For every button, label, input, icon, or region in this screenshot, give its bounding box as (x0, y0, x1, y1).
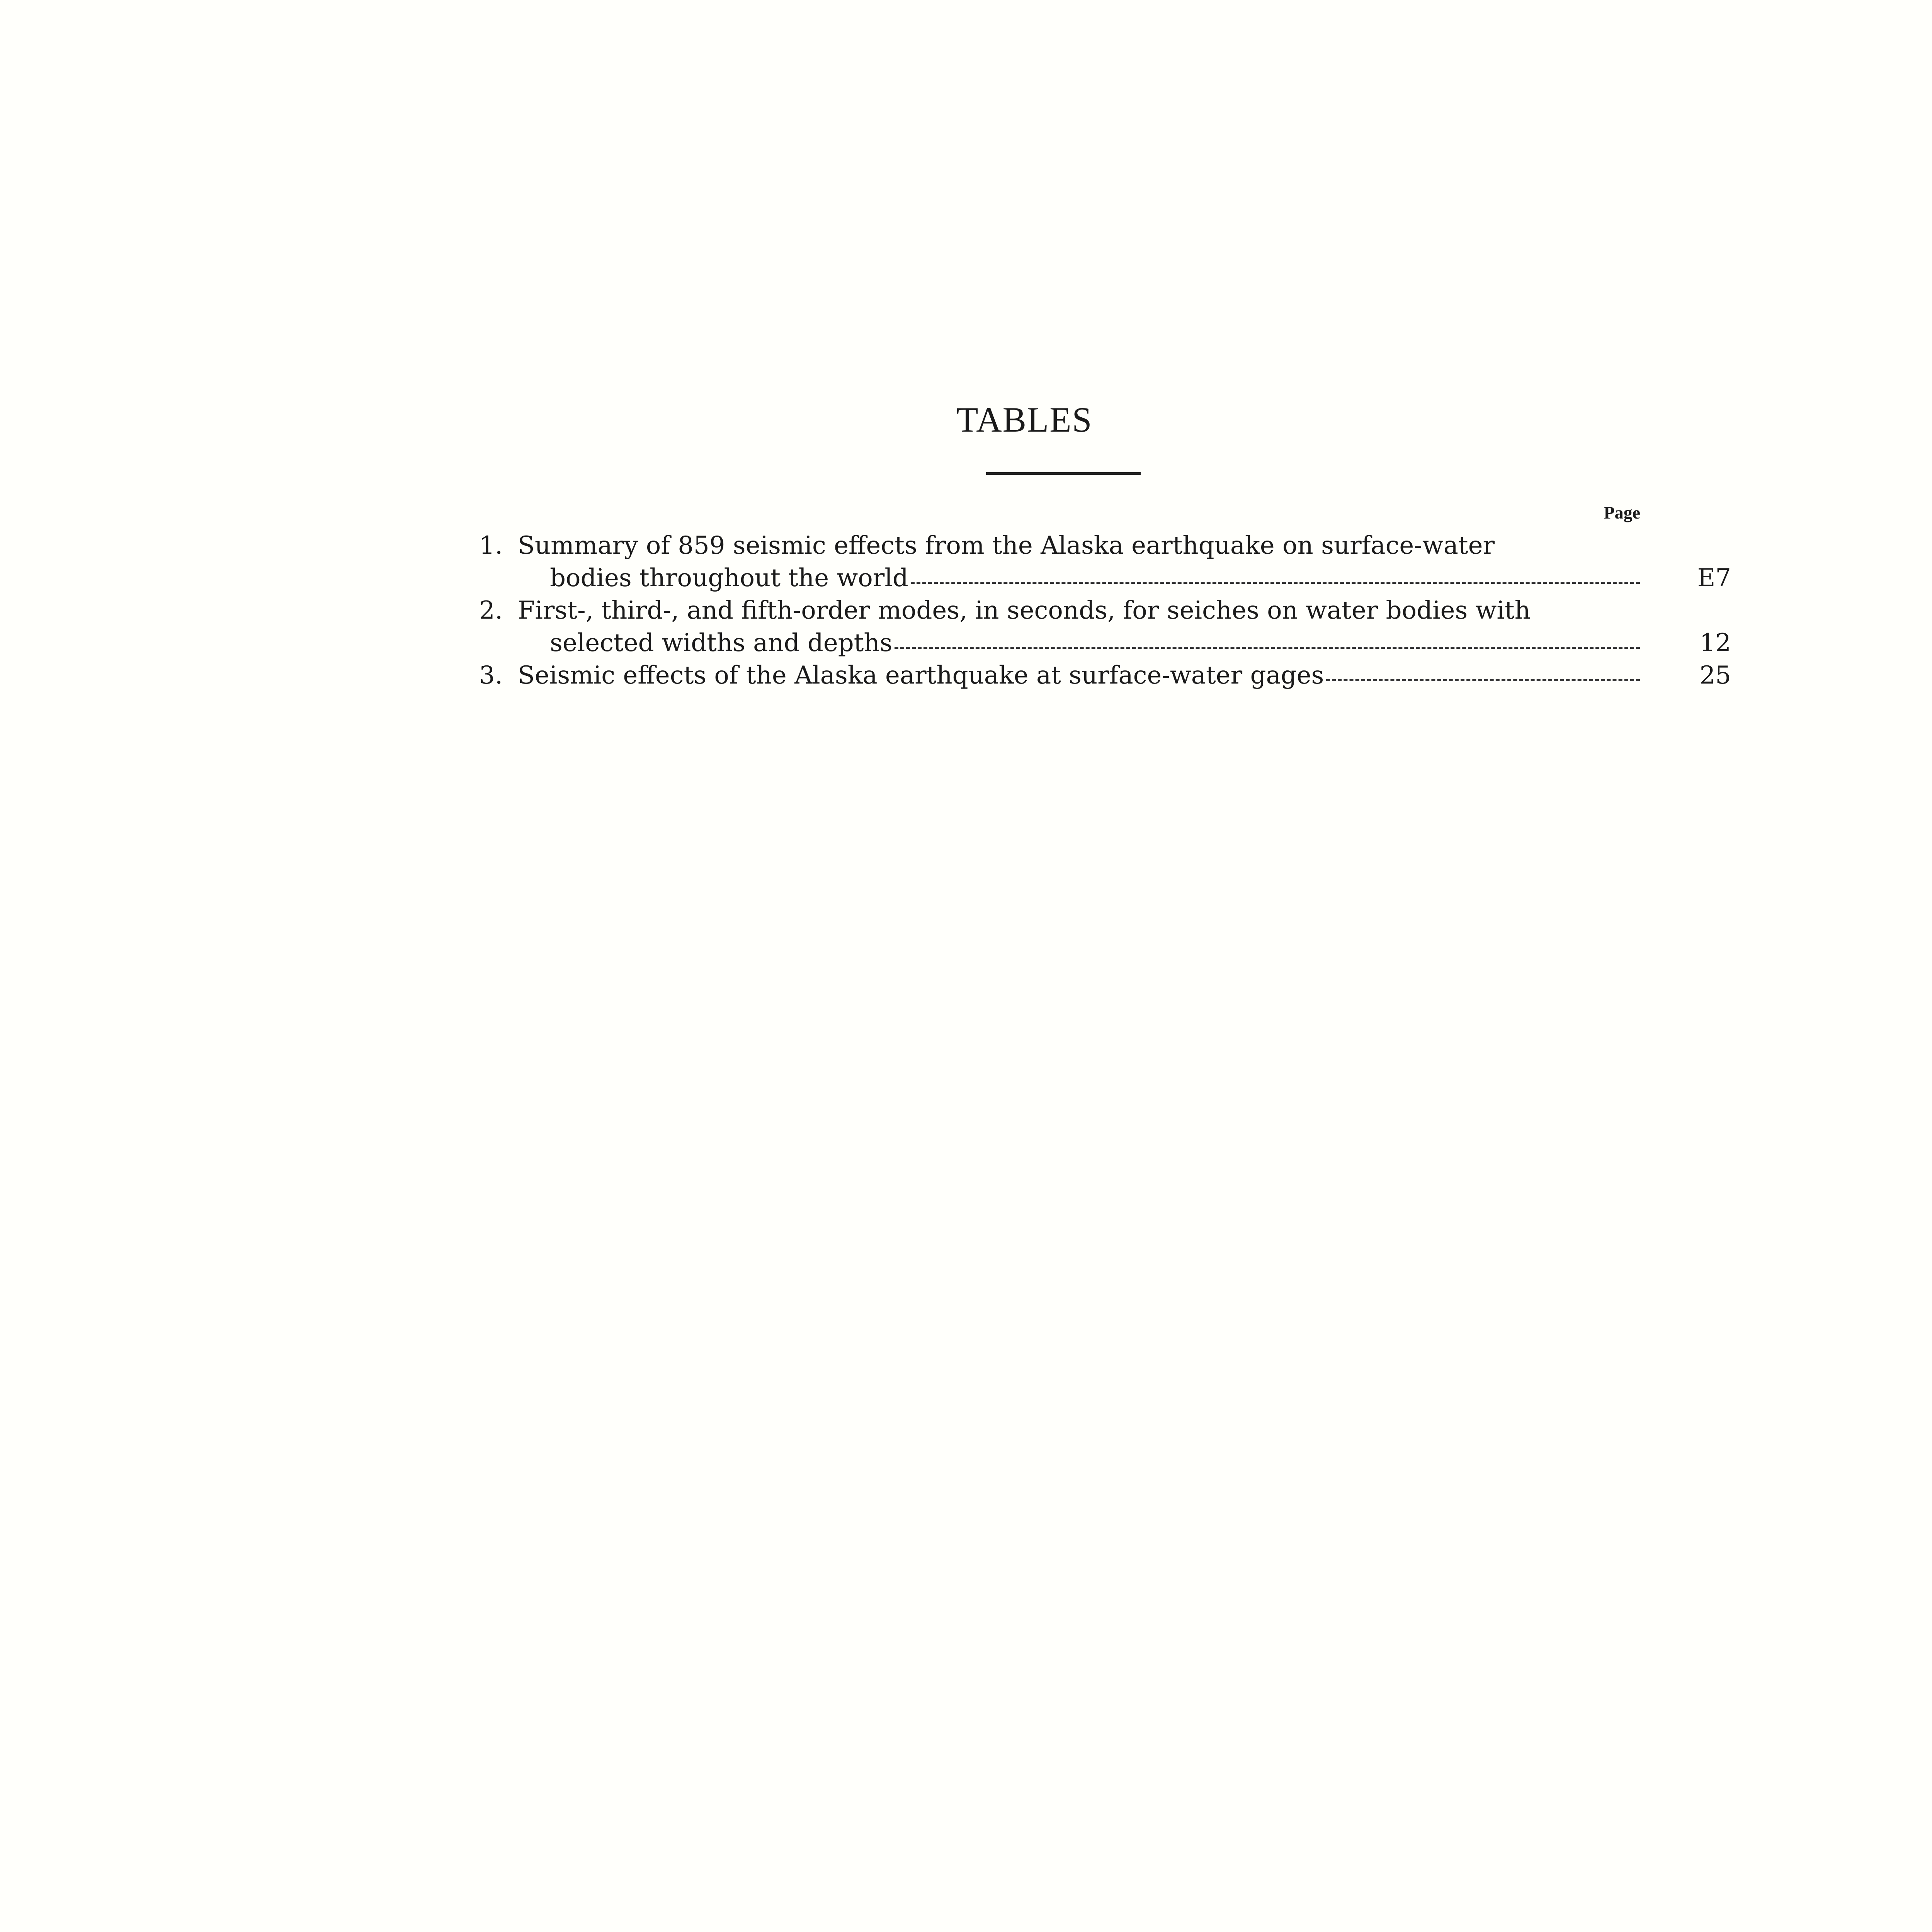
table-entry-3[interactable] (479, 659, 1731, 692)
dot-leader (911, 582, 1640, 584)
entry-line-1 (479, 529, 1642, 562)
entry-number: 2. (479, 596, 503, 625)
table-list (479, 529, 1731, 692)
entry-number: 3. (479, 661, 503, 690)
entry-line-1 (479, 594, 1642, 627)
entry-title-line-2: bodies throughout the world (550, 564, 908, 592)
entry-title-line-1: First-, third-, and fifth-order modes, in seconds, for seiches on water bodies with (518, 596, 1531, 625)
entry-title-line-2: selected widths and depths (550, 629, 893, 657)
table-entry-1[interactable] (479, 529, 1731, 594)
entry-line-2 (479, 627, 1731, 659)
dot-leader (895, 647, 1640, 649)
entry-page-number: E7 (1697, 564, 1731, 592)
entry-title-line-1: Summary of 859 seismic effects from the Alaska earthquake on surface-water (518, 531, 1495, 560)
page-title: TABLES (956, 400, 1093, 439)
entry-line-2 (479, 562, 1731, 594)
entry-line-1 (479, 659, 1731, 692)
entry-page-number: 25 (1699, 661, 1731, 690)
entry-title-line-1: Seismic effects of the Alaska earthquake at surface-water gages (518, 661, 1324, 690)
entry-number: 1. (479, 531, 503, 560)
table-entry-2[interactable] (479, 594, 1731, 659)
title-underline (986, 472, 1141, 475)
dot-leader (1326, 679, 1640, 681)
entry-page-number: 12 (1699, 629, 1731, 657)
page-column-label: Page (1604, 503, 1640, 522)
